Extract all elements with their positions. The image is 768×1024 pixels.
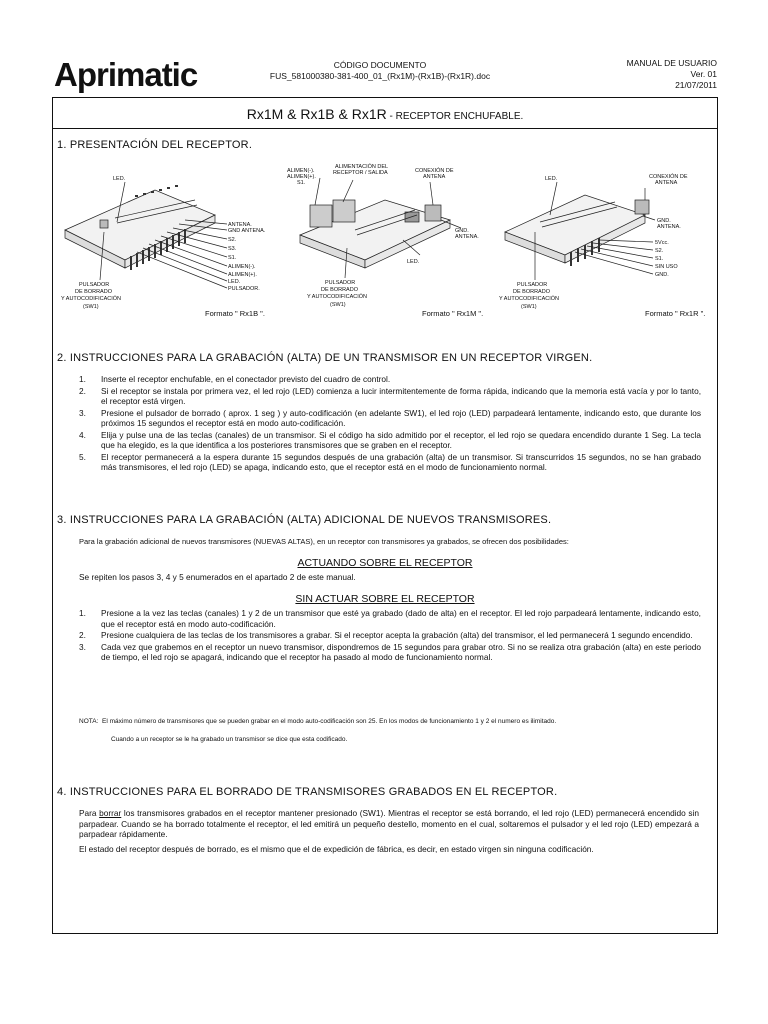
p1-rest: los transmisores grabados en el receptor mantener presionado (SW1). Mientras el receptor se está borrando, el led rojo (LED) permanecerá encendido sin parpadear. Cuando se ha borrado totalmente el receptor, el led emitirá un pequeño destello, momento en el cual, soltaremos el pulsador y el led rojo (LED) empezará a parpadear rápidamente. (79, 808, 699, 839)
item-number: 4. (79, 429, 86, 440)
section3-list (79, 608, 701, 664)
document-title (53, 106, 717, 122)
item-number: 2. (79, 385, 86, 396)
section4-paragraph-2: El estado del receptor después de borrado, es el mismo que el de expedición de fábrica, es decir, en estado virgen sin ninguna codificación. (79, 844, 594, 854)
document-code-block (250, 60, 510, 82)
rx1b-label-5: S1. (228, 255, 237, 261)
section2-list (79, 374, 701, 474)
rx1b-label-1: ANTENA. (228, 222, 252, 228)
section2-heading: 2. INSTRUCCIONES PARA LA GRABACIÓN (ALTA) DE UN TRANSMISOR EN UN RECEPTOR VIRGEN. (57, 352, 593, 364)
rx1b-label-0: LED. (113, 176, 126, 182)
rx1r-label-6: S2. (655, 248, 664, 254)
rx1m-label-6: ANTENA (423, 174, 446, 180)
rx1r-label-2: ANTENA (655, 180, 678, 186)
item-text: Presione el pulsador de borrado ( aprox. 1 seg ) y auto-codificación (en adelante SW1), el led rojo (LED) parpadeará lentamente, indicando esto, que durante los próximos 15 segundos el receptor está en modo auto-codificación. (101, 407, 701, 428)
p1-prefix: Para (79, 808, 100, 818)
diagram-rx1m (275, 160, 495, 330)
section3-heading: 3. INSTRUCCIONES PARA LA GRABACIÓN (ALTA) ADICIONAL DE NUEVOS TRANSMISORES. (57, 514, 552, 526)
note-text: El máximo número de transmisores que se pueden grabar en el modo auto-codificación son 25. En los modos de funcionamiento 1 y 2 el numero es ilimitado. (102, 718, 557, 725)
rx1m-label-3: ALIMENTACIÓN DEL (335, 164, 389, 170)
diagram-rx1b (55, 160, 275, 330)
rx1m-label-12: Y AUTOCODIFICACIÓN (307, 294, 368, 300)
section1-heading: 1. PRESENTACIÓN DEL RECEPTOR. (57, 139, 253, 151)
list-item (79, 630, 701, 641)
item-text: Inserte el receptor enchufable, en el conectador previsto del cuadro de control. (101, 374, 391, 384)
item-text: Elija y pulse una de las teclas (canales) de un transmisor. Si el código ha sido admitido por el receptor, el led rojo se quedara encendido durante 1 Seg. La tecla que ha elegido, es la que identifica a los posteriores transmisores que se graben en el receptor. (101, 429, 701, 450)
title-divider (53, 128, 717, 129)
rx1b-label-10: PULSADOR (79, 282, 110, 288)
rx1r-label-8: SIN USO (655, 264, 678, 270)
option1-text: Se repiten los pasos 3, 4 y 5 enumerados en el apartado 2 de este manual. (79, 572, 356, 582)
section3-intro: Para la grabación adicional de nuevos transmisores (NUEVAS ALTAS), en un receptor con transmisores ya grabados, se ofrecen dos posibilidades: (79, 537, 569, 546)
rx1r-label-12: Y AUTOCODIFICACIÓN (499, 296, 560, 302)
rx1r-label-5: 5Vcc. (655, 240, 669, 246)
rx1m-label-10: PULSADOR (325, 280, 356, 286)
document-code-label: CÓDIGO DOCUMENTO (333, 60, 427, 70)
item-number: 1. (79, 608, 86, 618)
rx1r-label-1: CONEXIÓN DE (649, 174, 688, 180)
company-logo (54, 56, 197, 94)
list-item (79, 642, 701, 663)
rx1r-label-0: LED. (545, 176, 558, 182)
item-text: Presione cualquiera de las teclas de los transmisores a grabar. Si el receptor acepta la grabación (alta) del transmisor, el led permanecerá 1 segundo encendido. (101, 630, 693, 640)
section3-note-2: Cuando a un receptor se le ha grabado un transmisor se dice que esta codificado. (111, 736, 348, 743)
rx1b-caption: Formato " Rx1B ". (205, 309, 265, 318)
list-item (79, 374, 701, 385)
rx1b-label-2: GND ANTENA. (228, 228, 266, 234)
section3-note (79, 717, 709, 726)
rx1r-caption: Formato " Rx1R ". (645, 309, 706, 318)
option1-heading: ACTUANDO SOBRE EL RECEPTOR (297, 557, 473, 569)
rx1m-label-1: ALIMEN(+). (287, 174, 316, 180)
rx1m-caption: Formato " Rx1M ". (422, 309, 484, 318)
manual-info-block (627, 58, 717, 91)
section4-heading: 4. INSTRUCCIONES PARA EL BORRADO DE TRANSMISORES GRABADOS EN EL RECEPTOR. (57, 786, 558, 798)
title-sub: - RECEPTOR ENCHUFABLE. (386, 111, 524, 122)
rx1m-label-8: ANTENA. (455, 234, 479, 240)
list-item (79, 386, 701, 407)
item-text: Cada vez que grabemos en el receptor un nuevo transmisor, dispondremos de 15 segundos para grabar otro. Si no se realiza otra grabación (alta) en este periodo de tiempo, el led rojo se apagará, indicando que el receptor ha pasado al modo de funcionamiento normal. (101, 641, 701, 662)
list-item (79, 608, 701, 629)
rx1b-label-8: LED. (228, 279, 241, 285)
rx1b-label-3: S2. (228, 237, 237, 243)
rx1r-label-13: (SW1) (521, 304, 537, 310)
rx1r-label-10: PULSADOR (517, 282, 548, 288)
rx1b-label-7: ALIMEN(+). (228, 272, 257, 278)
title-main: Rx1M & Rx1B & Rx1R (246, 106, 387, 122)
rx1m-label-5: CONEXIÓN DE (415, 168, 454, 174)
item-number: 2. (79, 630, 86, 640)
item-text: Presione a la vez las teclas (canales) 1 y 2 de un transmisor que esté ya grabado (dado de alta) en el receptor. El led rojo parpadeará lentamente, indicando esto, que el receptor está en modo auto-codificación. (101, 608, 701, 629)
rx1m-label-0: ALIMEN(-). (287, 168, 315, 174)
rx1b-label-13: (SW1) (83, 304, 99, 310)
option2-heading: SIN ACTUAR SOBRE EL RECEPTOR (295, 593, 475, 605)
rx1b-label-9: PULSADOR. (228, 286, 260, 292)
document-file-name: FUS_581000380-381-400_01_(Rx1M)-(Rx1B)-(Rx1R).doc (269, 71, 491, 81)
list-item (79, 408, 701, 429)
rx1r-label-9: GND. (655, 272, 669, 278)
rx1r-label-3: GND. (657, 218, 671, 224)
rx1b-label-4: S3. (228, 246, 237, 252)
rx1b-label-12: Y AUTOCODIFICACIÓN (61, 296, 122, 302)
item-number: 3. (79, 407, 86, 418)
note-label: NOTA: (79, 718, 99, 725)
manual-date: 21/07/2011 (675, 80, 717, 90)
rx1m-label-7: GND. (455, 228, 469, 234)
manual-version: Ver. 01 (690, 69, 717, 79)
diagram-rx1r (495, 160, 715, 330)
section4-paragraph-1 (79, 808, 699, 840)
manual-title: MANUAL DE USUARIO (626, 58, 717, 68)
document-frame (52, 97, 718, 934)
logo-text: Aprimatic (54, 56, 198, 93)
rx1m-label-11: DE BORRADO (321, 287, 358, 293)
rx1r-label-11: DE BORRADO (513, 289, 550, 295)
item-text: Si el receptor se instala por primera vez, el led rojo (LED) comienza a lucir intermitentemente de forma rápida, indicando que la memoria está vacía y por lo tanto, el receptor está virgen. (101, 385, 701, 406)
rx1b-label-11: DE BORRADO (75, 289, 112, 295)
list-item (79, 452, 701, 473)
rx1m-label-9: LED. (407, 259, 420, 265)
item-text: El receptor permanecerá a la espera durante 15 segundos después de una grabación (alta) de un transmisor. Si transcurridos 15 segundos, no se han grabado más transmisores, el led rojo (LED) se apaga, indicando esto, que el receptor está en el modo de funcionamiento normal. (101, 451, 701, 472)
rx1m-label-2: S1. (297, 180, 306, 186)
rx1r-label-7: S1. (655, 256, 664, 262)
item-number: 1. (79, 374, 86, 384)
rx1m-label-4: RECEPTOR / SALIDA (333, 170, 388, 176)
item-number: 3. (79, 641, 86, 652)
list-item (79, 430, 701, 451)
rx1m-label-13: (SW1) (330, 302, 346, 308)
rx1b-label-6: ALIMEN(-). (228, 264, 256, 270)
item-number: 5. (79, 451, 86, 462)
p1-underlined-word: borrar (99, 808, 122, 818)
rx1r-label-4: ANTENA. (657, 224, 681, 230)
